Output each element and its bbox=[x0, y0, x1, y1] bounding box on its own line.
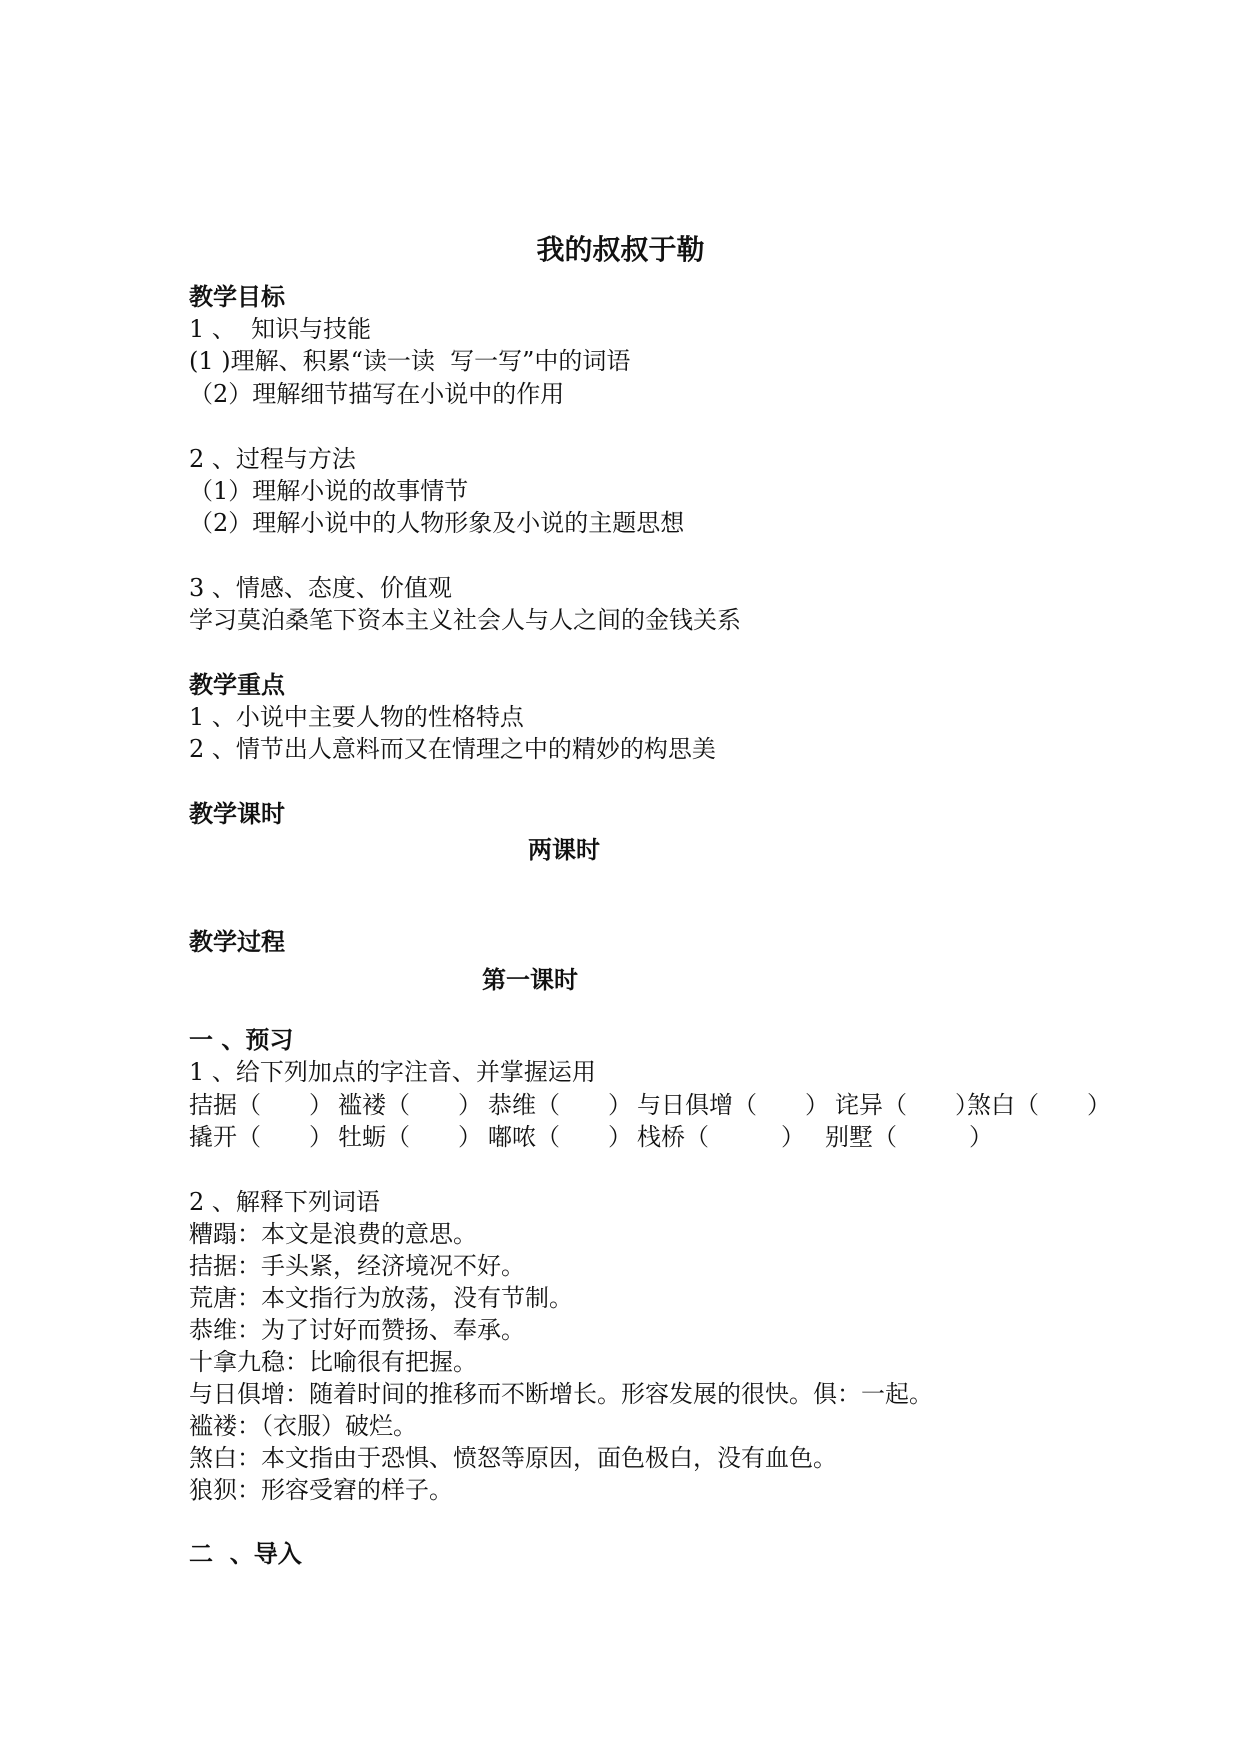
definition-item: 煞白：本文指由于恐惧、愤怒等原因，面色极白，没有血色。 bbox=[189, 1444, 837, 1472]
pinyin-item: 拮据（ ） bbox=[189, 1091, 333, 1119]
pinyin-item: 栈桥（ ） bbox=[637, 1123, 805, 1151]
part-1-heading: 一 、预习 bbox=[189, 1025, 294, 1054]
pinyin-item: 撬开（ ） bbox=[189, 1123, 333, 1151]
key-point-1: 1 、小说中主要人物的性格特点 bbox=[189, 703, 524, 731]
section-heading-goals: 教学目标 bbox=[189, 282, 285, 311]
part-2-heading: 二 、导入 bbox=[189, 1539, 302, 1568]
definitions-task-heading: 2 、解释下列词语 bbox=[189, 1188, 380, 1216]
definition-item: 褴褛：（衣服）破烂。 bbox=[189, 1412, 417, 1440]
definition-item: 糟蹋：本文是浪费的意思。 bbox=[189, 1220, 477, 1248]
pinyin-item: 恭维（ ） bbox=[488, 1091, 632, 1119]
lesson-1-title: 第一课时 bbox=[482, 965, 578, 994]
periods-value: 两课时 bbox=[528, 835, 600, 864]
goal-2-item-1: （1）理解小说的故事情节 bbox=[189, 477, 469, 505]
pinyin-task-heading: 1 、给下列加点的字注音、并掌握运用 bbox=[189, 1058, 596, 1086]
pinyin-item: 牡蛎（ ） bbox=[338, 1123, 482, 1151]
definition-item: 十拿九稳：比喻很有把握。 bbox=[189, 1348, 477, 1376]
section-heading-process: 教学过程 bbox=[189, 927, 285, 956]
section-heading-key-points: 教学重点 bbox=[189, 670, 285, 699]
pinyin-item: 褴褛（ ） bbox=[338, 1091, 482, 1119]
definition-item: 狼狈：形容受窘的样子。 bbox=[189, 1476, 453, 1504]
definition-item: 与日俱增：随着时间的推移而不断增长。形容发展的很快。俱：一起。 bbox=[189, 1380, 933, 1408]
definition-item: 荒唐：本文指行为放荡，没有节制。 bbox=[189, 1284, 573, 1312]
goal-1-heading: 1 、 知识与技能 bbox=[189, 315, 372, 343]
goal-3-item-1: 学习莫泊桑笔下资本主义社会人与人之间的金钱关系 bbox=[189, 606, 741, 634]
pinyin-item: 与日俱增（ ） bbox=[637, 1091, 829, 1119]
goal-3-heading: 3 、情感、态度、价值观 bbox=[189, 574, 452, 602]
pinyin-item: 煞白（ ） bbox=[967, 1091, 1111, 1119]
goal-1-item-1: (1 )理解、积累“读一读 写一写”中的词语 bbox=[189, 347, 631, 375]
goal-1-item-2: （2）理解细节描写在小说中的作用 bbox=[189, 380, 565, 408]
page-title: 我的叔叔于勒 bbox=[536, 233, 705, 266]
key-point-2: 2 、情节出人意料而又在情理之中的精妙的构思美 bbox=[189, 735, 716, 763]
pinyin-item: 诧异（ ） bbox=[835, 1091, 979, 1119]
definition-item: 拮据：手头紧，经济境况不好。 bbox=[189, 1252, 525, 1280]
pinyin-item: 嘟哝（ ） bbox=[488, 1123, 632, 1151]
goal-2-item-2: （2）理解小说中的人物形象及小说的主题思想 bbox=[189, 509, 685, 537]
goal-2-heading: 2 、过程与方法 bbox=[189, 445, 356, 473]
definition-item: 恭维：为了讨好而赞扬、奉承。 bbox=[189, 1316, 525, 1344]
pinyin-item: 别墅（ ） bbox=[825, 1123, 993, 1151]
section-heading-periods: 教学课时 bbox=[189, 799, 285, 828]
